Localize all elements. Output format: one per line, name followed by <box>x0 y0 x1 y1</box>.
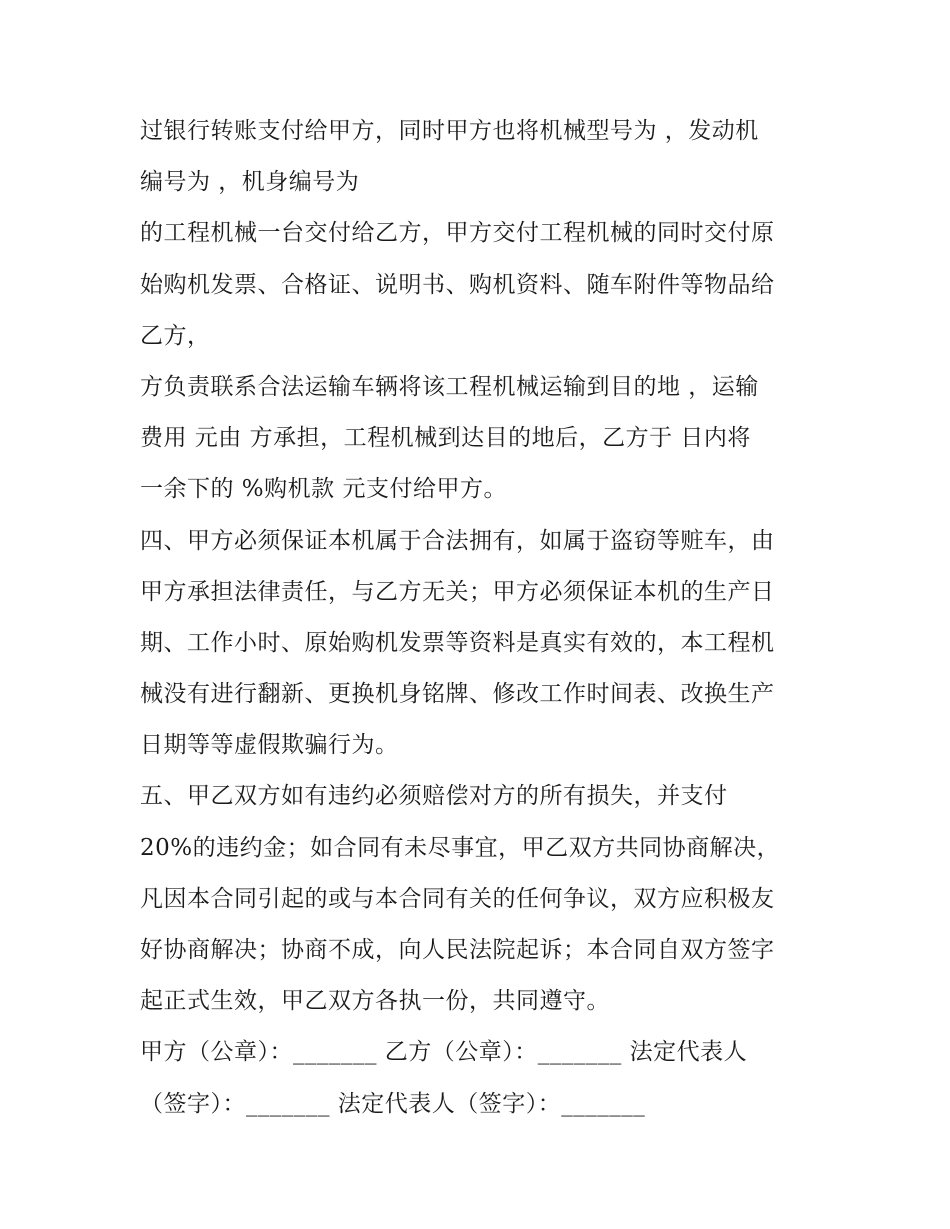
clause-4-line-3: 期、工作小时、原始购机发票等资料是真实有效的，本工程机 <box>140 629 775 656</box>
body-line-4: 始购机发票、合格证、说明书、购机资料、随车附件等物品给 <box>140 271 775 298</box>
signature-line-1: 甲方（公章）：_______ 乙方（公章）：_______ 法定代表人 <box>140 1039 748 1066</box>
clause-5-line-4: 好协商解决；协商不成，向人民法院起诉；本合同自双方签字 <box>140 937 775 963</box>
signature-line-2: （签字）：_______ 法定代表人（签字）：_______ <box>140 1090 646 1117</box>
contract-body <box>140 106 830 1130</box>
clause-4-line-1: 四、甲方必须保证本机属于合法拥有，如属于盗窃等赃车，由 <box>140 527 775 554</box>
body-line-3: 的工程机械一台交付给乙方，甲方交付工程机械的同时交付原 <box>140 220 775 247</box>
body-line-6: 方负责联系合法运输车辆将该工程机械运输到目的地 ，运输 <box>140 373 759 400</box>
body-line-5: 乙方， <box>140 322 211 349</box>
clause-5-line-2: 20%的违约金；如合同有未尽事宜，甲乙双方共同协商解决， <box>140 834 781 861</box>
clause-5-line-5: 起正式生效，甲乙双方各执一份，共同遵守。 <box>140 988 610 1015</box>
clause-5-line-1: 五、甲乙双方如有违约必须赔偿对方的所有损失，并支付 <box>140 783 728 810</box>
body-line-1: 过银行转账支付给甲方，同时甲方也将机械型号为 ，发动机 <box>140 118 759 144</box>
clause-4-line-2: 甲方承担法律责任，与乙方无关；甲方必须保证本机的生产日 <box>140 578 775 605</box>
body-line-2: 编号为 ，机身编号为 <box>140 169 360 196</box>
clause-4-line-5: 日期等等虚假欺骗行为。 <box>140 732 399 759</box>
clause-5-line-3: 凡因本合同引起的或与本合同有关的任何争议，双方应积极友 <box>140 885 775 912</box>
clause-4-line-4: 械没有进行翻新、更换机身铭牌、修改工作时间表、改换生产 <box>140 681 775 708</box>
body-line-7: 费用 元由 方承担，工程机械到达目的地后，乙方于 日内将 <box>140 425 751 452</box>
body-line-8: 一余下的 %购机款 元支付给甲方。 <box>140 476 507 503</box>
